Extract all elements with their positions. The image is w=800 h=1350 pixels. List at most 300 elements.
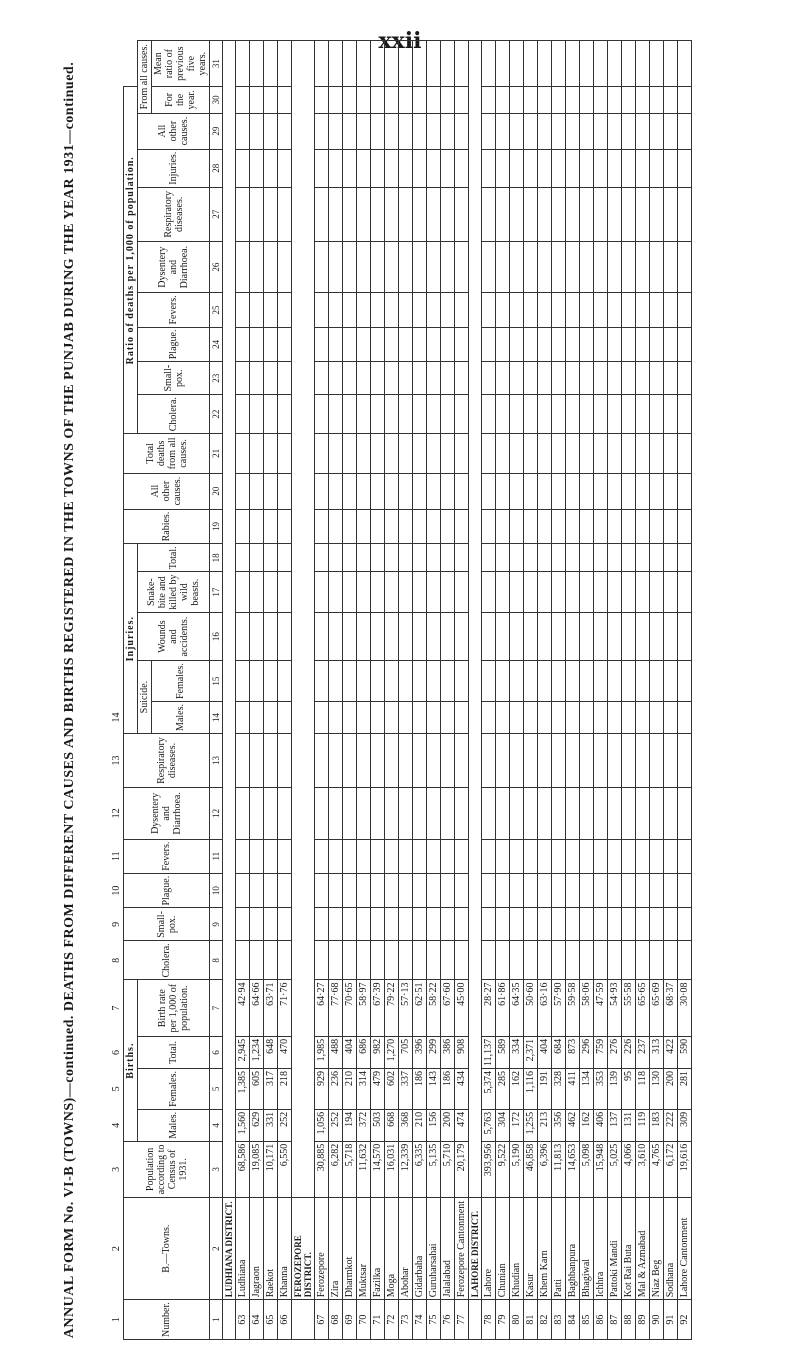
birth-rate: 57·90	[552, 980, 566, 1036]
table-cell	[594, 544, 608, 572]
row-number: 91	[664, 1300, 678, 1340]
town-name: Kasur	[524, 1198, 538, 1300]
table-cell	[664, 293, 678, 327]
column-number: 13	[210, 733, 223, 787]
table-cell	[636, 293, 650, 327]
table-cell	[236, 572, 250, 613]
table-cell	[264, 473, 278, 509]
table-cell	[250, 839, 264, 873]
table-cell	[496, 241, 510, 293]
table-cell	[455, 509, 469, 544]
table-cell	[636, 241, 650, 293]
group-number: 10	[111, 885, 122, 896]
total-header: Total.	[138, 1036, 210, 1068]
table-row	[510, 41, 524, 1340]
table-cell	[510, 613, 524, 661]
population: 20,179	[455, 1141, 469, 1197]
table-cell	[441, 509, 455, 544]
population: 19,085	[250, 1141, 264, 1197]
table-cell	[264, 613, 278, 661]
table-cell	[580, 544, 594, 572]
table-cell	[510, 41, 524, 87]
table-cell	[524, 434, 538, 473]
column-number: 9	[210, 908, 223, 941]
birth-rate: 57·13	[399, 980, 413, 1036]
table-row	[315, 41, 329, 1340]
table-cell	[524, 509, 538, 544]
table-cell	[264, 544, 278, 572]
table-cell	[315, 572, 329, 613]
table-cell	[664, 434, 678, 473]
table-cell	[566, 613, 580, 661]
table-cell	[399, 572, 413, 613]
table-cell	[580, 113, 594, 149]
group-number: 7	[111, 1005, 122, 1011]
town-name: Gidarbaha	[413, 1198, 427, 1300]
table-row	[664, 41, 678, 1340]
town-name: Khanna	[278, 1198, 292, 1300]
table-cell	[510, 941, 524, 980]
table-cell	[636, 544, 650, 572]
table-cell	[538, 733, 552, 787]
table-cell	[315, 908, 329, 941]
table-cell	[357, 788, 371, 840]
birth-rate: 50·60	[524, 980, 538, 1036]
table-cell	[413, 839, 427, 873]
page-number: xxii	[378, 28, 422, 54]
table-cell	[264, 941, 278, 980]
births-males: 372	[357, 1109, 371, 1141]
table-cell	[343, 113, 357, 149]
table-cell	[594, 149, 608, 187]
table-cell	[608, 873, 622, 908]
town-name: Lahore	[482, 1198, 496, 1300]
table-cell	[315, 661, 329, 702]
females-header: Females.	[138, 1069, 210, 1110]
table-cell	[250, 362, 264, 395]
table-cell	[608, 613, 622, 661]
table-cell	[371, 149, 385, 187]
table-cell	[371, 873, 385, 908]
table-cell	[664, 908, 678, 941]
table-cell	[399, 87, 413, 113]
table-cell	[343, 149, 357, 187]
town-name: Kot Rai Buta	[622, 1198, 636, 1300]
table-cell	[650, 113, 664, 149]
table-cell	[441, 362, 455, 395]
table-cell	[357, 187, 371, 241]
table-cell	[580, 87, 594, 113]
table-cell	[427, 702, 441, 734]
table-cell	[278, 362, 292, 395]
table-cell	[552, 241, 566, 293]
table-cell	[524, 362, 538, 395]
table-cell	[580, 613, 594, 661]
table-cell	[496, 149, 510, 187]
population: 9,522	[496, 1141, 510, 1197]
table-cell	[427, 839, 441, 873]
table-cell	[510, 434, 524, 473]
table-cell	[455, 41, 469, 87]
table-cell	[650, 87, 664, 113]
table-cell	[664, 788, 678, 840]
row-number: 83	[552, 1300, 566, 1340]
birth-rate: 30·08	[678, 980, 692, 1036]
births-header: Births.	[124, 980, 138, 1141]
table-cell	[678, 473, 692, 509]
row-number: 75	[427, 1300, 441, 1340]
table-cell	[371, 293, 385, 327]
table-cell	[371, 41, 385, 87]
table-cell	[329, 293, 343, 327]
table-cell	[371, 87, 385, 113]
district-row	[469, 41, 482, 1340]
births-total: 873	[566, 1036, 580, 1068]
town-name: Mal & Azmabad	[636, 1198, 650, 1300]
table-cell	[441, 149, 455, 187]
table-cell	[622, 661, 636, 702]
table-cell	[385, 733, 399, 787]
table-cell	[236, 327, 250, 362]
table-cell	[524, 473, 538, 509]
births-females: 929	[315, 1069, 329, 1110]
births-total: 488	[329, 1036, 343, 1068]
table-cell	[566, 395, 580, 434]
town-name: Moga	[385, 1198, 399, 1300]
birth-rate: 58·22	[427, 980, 441, 1036]
table-cell	[399, 908, 413, 941]
table-cell	[622, 839, 636, 873]
table-cell	[510, 788, 524, 840]
table-cell	[650, 41, 664, 87]
table-cell	[580, 839, 594, 873]
table-cell	[622, 41, 636, 87]
table-cell	[482, 434, 496, 473]
table-cell	[385, 544, 399, 572]
table-cell	[580, 149, 594, 187]
table-cell	[427, 187, 441, 241]
births-males: 304	[496, 1109, 510, 1141]
table-cell	[343, 661, 357, 702]
table-cell	[594, 87, 608, 113]
town-name: Patti	[552, 1198, 566, 1300]
table-cell	[441, 113, 455, 149]
births-females: 411	[566, 1069, 580, 1110]
birth-rate: 67·60	[441, 980, 455, 1036]
table-cell	[622, 941, 636, 980]
table-cell	[399, 473, 413, 509]
town-name: Lahore Cantonment	[678, 1198, 692, 1300]
table-cell	[566, 293, 580, 327]
town-name: Pattoki Mandi	[608, 1198, 622, 1300]
table-cell	[650, 613, 664, 661]
table-cell	[236, 941, 250, 980]
row-number: 79	[496, 1300, 510, 1340]
district-row	[292, 41, 315, 1340]
births-females: 1,116	[524, 1069, 538, 1110]
births-total: 686	[357, 1036, 371, 1068]
table-cell	[580, 187, 594, 241]
table-cell	[427, 473, 441, 509]
table-cell	[482, 293, 496, 327]
table-cell	[552, 839, 566, 873]
column-number: 19	[210, 509, 223, 544]
table-cell	[524, 733, 538, 787]
table-cell	[496, 113, 510, 149]
table-cell	[250, 293, 264, 327]
population: 12,339	[399, 1141, 413, 1197]
table-cell	[278, 473, 292, 509]
table-row	[482, 41, 496, 1340]
table-cell	[329, 839, 343, 873]
table-cell	[650, 733, 664, 787]
table-cell	[399, 788, 413, 840]
table-cell	[264, 362, 278, 395]
table-cell	[538, 572, 552, 613]
table-cell	[566, 839, 580, 873]
table-cell	[580, 873, 594, 908]
table-cell	[385, 788, 399, 840]
birth-rate: 64·27	[315, 980, 329, 1036]
table-cell	[236, 509, 250, 544]
table-cell	[371, 702, 385, 734]
births-males: 5,763	[482, 1109, 496, 1141]
table-cell	[455, 87, 469, 113]
table-cell	[264, 661, 278, 702]
row-number: 81	[524, 1300, 538, 1340]
column-number: 23	[210, 362, 223, 395]
table-cell	[496, 473, 510, 509]
table-cell	[441, 702, 455, 734]
table-cell	[510, 187, 524, 241]
table-cell	[455, 661, 469, 702]
table-cell	[538, 661, 552, 702]
table-cell	[413, 41, 427, 87]
town-name: Raekot	[264, 1198, 278, 1300]
column-number: 10	[210, 873, 223, 908]
table-cell	[371, 908, 385, 941]
table-cell	[413, 572, 427, 613]
group-number: 1	[111, 1317, 122, 1323]
table-cell	[413, 509, 427, 544]
table-cell	[636, 733, 650, 787]
table-cell	[594, 941, 608, 980]
row-number: 82	[538, 1300, 552, 1340]
table-cell	[315, 434, 329, 473]
table-cell	[343, 395, 357, 434]
table-cell	[399, 702, 413, 734]
table-cell	[413, 395, 427, 434]
table-cell	[357, 434, 371, 473]
table-cell	[482, 873, 496, 908]
table-cell	[236, 873, 250, 908]
table-cell	[538, 839, 552, 873]
table-cell	[455, 395, 469, 434]
births-males: 200	[441, 1109, 455, 1141]
table-cell	[315, 113, 329, 149]
table-cell	[622, 509, 636, 544]
row-number: 71	[371, 1300, 385, 1340]
table-cell	[608, 113, 622, 149]
table-cell	[371, 839, 385, 873]
table-cell	[357, 327, 371, 362]
table-cell	[566, 434, 580, 473]
births-males: 356	[552, 1109, 566, 1141]
table-cell	[566, 187, 580, 241]
table-cell	[510, 395, 524, 434]
births-total: 334	[510, 1036, 524, 1068]
table-cell	[678, 149, 692, 187]
table-cell	[343, 572, 357, 613]
table-cell	[482, 473, 496, 509]
table-row	[329, 41, 343, 1340]
birth-rate: 62·51	[413, 980, 427, 1036]
respiratory-header-b: Respiratory diseases.	[138, 187, 210, 241]
table-cell	[343, 613, 357, 661]
table-cell	[636, 613, 650, 661]
table-cell	[608, 544, 622, 572]
table-row	[496, 41, 510, 1340]
table-cell	[608, 702, 622, 734]
column-number: 27	[210, 187, 223, 241]
table-cell	[566, 149, 580, 187]
table-row	[566, 41, 580, 1340]
population: 3,610	[636, 1141, 650, 1197]
row-number: 68	[329, 1300, 343, 1340]
males-suicide-header: Males.	[152, 702, 210, 734]
table-cell	[385, 113, 399, 149]
population: 5,718	[343, 1141, 357, 1197]
table-cell	[594, 702, 608, 734]
table-cell	[538, 434, 552, 473]
table-cell	[236, 434, 250, 473]
births-females: 236	[329, 1069, 343, 1110]
table-cell	[608, 187, 622, 241]
table-row	[413, 41, 427, 1340]
table-cell	[482, 941, 496, 980]
table-cell	[664, 87, 678, 113]
births-males: 1,560	[236, 1109, 250, 1141]
row-number: 64	[250, 1300, 264, 1340]
row-number: 63	[236, 1300, 250, 1340]
table-cell	[455, 544, 469, 572]
table-cell	[278, 839, 292, 873]
population: 68,586	[236, 1141, 250, 1197]
table-cell	[343, 873, 357, 908]
births-males: 162	[580, 1109, 594, 1141]
population: 10,171	[264, 1141, 278, 1197]
table-cell	[441, 873, 455, 908]
birth-rate: 65·69	[650, 980, 664, 1036]
snakes-header: Snake-bite and killed by wild beasts.	[138, 572, 210, 613]
table-cell	[278, 293, 292, 327]
table-cell	[413, 87, 427, 113]
table-cell	[385, 839, 399, 873]
births-total: 908	[455, 1036, 469, 1068]
table-cell	[496, 572, 510, 613]
table-cell	[650, 293, 664, 327]
table-cell	[278, 395, 292, 434]
table-cell	[343, 293, 357, 327]
table-cell	[385, 327, 399, 362]
smallpox-header-b: Small-pox.	[138, 362, 210, 395]
table-cell	[357, 149, 371, 187]
birth-rate: 58·97	[357, 980, 371, 1036]
table-cell	[278, 661, 292, 702]
table-cell	[427, 293, 441, 327]
group-number: 6	[111, 1049, 122, 1055]
table-cell	[552, 41, 566, 87]
table-cell	[566, 702, 580, 734]
table-cell	[594, 873, 608, 908]
table-cell	[664, 733, 678, 787]
birth-rate: 64·35	[510, 980, 524, 1036]
table-cell	[250, 327, 264, 362]
table-cell	[427, 788, 441, 840]
table-cell	[664, 473, 678, 509]
table-cell	[455, 113, 469, 149]
table-cell	[278, 434, 292, 473]
birth-rate: 67·39	[371, 980, 385, 1036]
row-number: 88	[622, 1300, 636, 1340]
table-cell	[482, 113, 496, 149]
column-number: 4	[210, 1109, 223, 1141]
table-cell	[455, 572, 469, 613]
table-cell	[524, 788, 538, 840]
table-cell	[552, 87, 566, 113]
table-cell	[594, 509, 608, 544]
table-cell	[343, 473, 357, 509]
table-cell	[524, 149, 538, 187]
dysentery-header-b: Dysentery and Diarrhoea.	[138, 241, 210, 293]
table-cell	[566, 87, 580, 113]
births-males: 213	[538, 1109, 552, 1141]
table-cell	[385, 362, 399, 395]
table-cell	[496, 327, 510, 362]
births-total: 396	[413, 1036, 427, 1068]
table-cell	[399, 113, 413, 149]
table-cell	[399, 327, 413, 362]
table-cell	[236, 293, 250, 327]
table-cell	[552, 733, 566, 787]
table-cell	[343, 187, 357, 241]
row-number: 66	[278, 1300, 292, 1340]
table-cell	[650, 873, 664, 908]
population: 19,616	[678, 1141, 692, 1197]
table-cell	[329, 87, 343, 113]
births-males: 1,056	[315, 1109, 329, 1141]
table-cell	[371, 187, 385, 241]
population: 5,135	[427, 1141, 441, 1197]
population: 30,885	[315, 1141, 329, 1197]
table-cell	[594, 434, 608, 473]
table-cell	[264, 873, 278, 908]
table-cell	[343, 908, 357, 941]
table-cell	[524, 544, 538, 572]
table-cell	[441, 327, 455, 362]
table-cell	[664, 113, 678, 149]
table-cell	[678, 702, 692, 734]
table-cell	[566, 113, 580, 149]
table-cell	[566, 544, 580, 572]
births-total: 386	[441, 1036, 455, 1068]
table-cell	[441, 572, 455, 613]
table-cell	[608, 788, 622, 840]
births-females: 328	[552, 1069, 566, 1110]
table-cell	[455, 293, 469, 327]
table-cell	[399, 613, 413, 661]
population: 393,956	[482, 1141, 496, 1197]
